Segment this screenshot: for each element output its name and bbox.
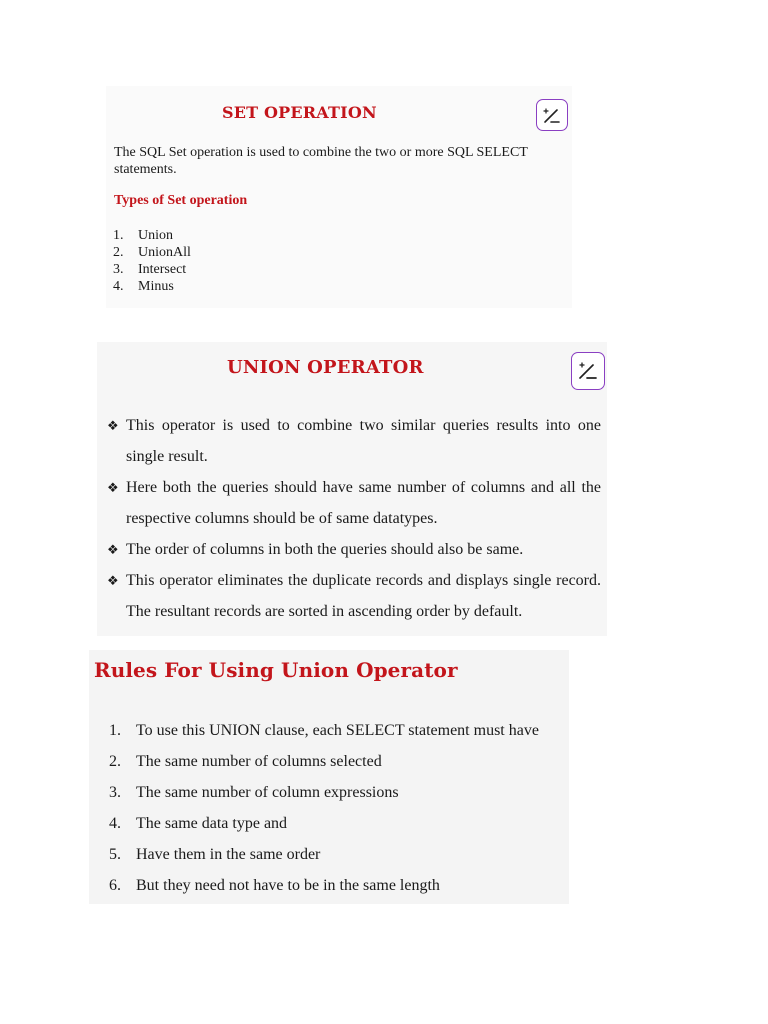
union-operator-section bbox=[97, 342, 607, 636]
list-item: 1. Union bbox=[113, 228, 173, 243]
set-operation-subtitle: Types of Set operation bbox=[114, 193, 248, 208]
rules-title: Rules For Using Union Operator bbox=[94, 658, 458, 682]
diamond-bullet-icon: ❖ bbox=[107, 573, 119, 588]
set-operation-section bbox=[106, 86, 572, 308]
list-item: 2. The same number of columns selected bbox=[109, 753, 382, 770]
list-item: ❖ This operator eliminates the duplicate records and displays single record. The resultant records are sorted in ascending order by default. bbox=[107, 565, 601, 627]
magic-edit-icon[interactable] bbox=[571, 352, 605, 390]
list-item: 6. But they need not have to be in the same length bbox=[109, 877, 440, 894]
list-item: 1. To use this UNION clause, each SELECT statement must have bbox=[109, 722, 539, 739]
list-item: 4. Minus bbox=[113, 279, 174, 294]
list-item: 3. The same number of column expressions bbox=[109, 784, 399, 801]
set-operation-title: SET OPERATION bbox=[222, 103, 377, 122]
list-item: 5. Have them in the same order bbox=[109, 846, 321, 863]
diamond-bullet-icon: ❖ bbox=[107, 542, 119, 557]
union-operator-points bbox=[107, 410, 601, 627]
set-operation-intro: The SQL Set operation is used to combine the two or more SQL SELECT statements. bbox=[114, 145, 528, 177]
list-item: 3. Intersect bbox=[113, 262, 187, 277]
magic-edit-icon[interactable] bbox=[536, 99, 568, 131]
list-item: 4. The same data type and bbox=[109, 815, 288, 832]
union-operator-title: UNION OPERATOR bbox=[227, 357, 424, 378]
list-item: 2. UnionAll bbox=[113, 245, 191, 260]
list-item: ❖ The order of columns in both the queries should also be same. bbox=[107, 534, 601, 565]
diamond-bullet-icon: ❖ bbox=[107, 418, 119, 433]
diamond-bullet-icon: ❖ bbox=[107, 480, 119, 495]
list-item: ❖ This operator is used to combine two similar queries results into one single result. bbox=[107, 410, 601, 472]
set-operation-types-list bbox=[106, 227, 191, 295]
rules-list bbox=[89, 715, 539, 901]
list-item: ❖ Here both the queries should have same number of columns and all the respective columns should be of same datatypes. bbox=[107, 472, 601, 534]
rules-section bbox=[89, 650, 569, 904]
